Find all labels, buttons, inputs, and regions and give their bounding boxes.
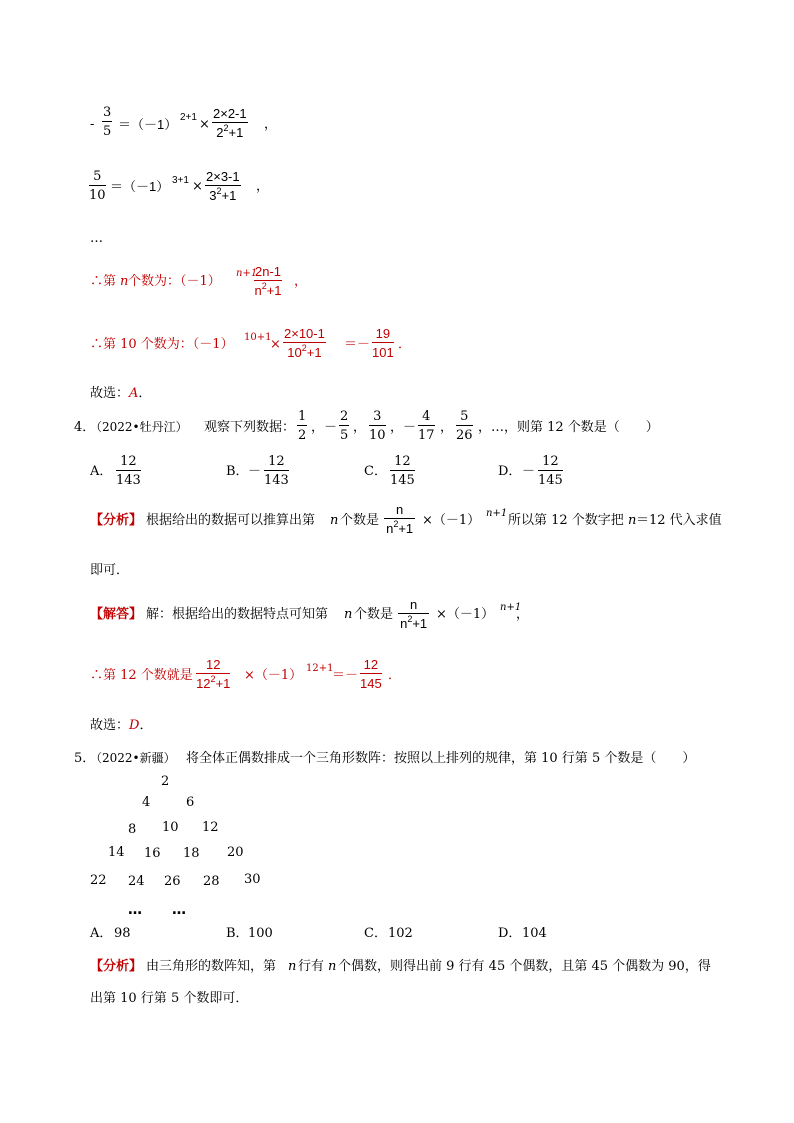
- triangle-number: 4: [142, 795, 151, 810]
- den-tail: +1: [412, 616, 428, 631]
- exponent: n+1: [486, 508, 508, 519]
- den-exp: 2: [393, 519, 399, 529]
- option-fraction: $\frac{12}{145}$: [390, 454, 415, 488]
- therefore-text: ∴第: [90, 274, 117, 289]
- triangle-number: 16: [144, 846, 161, 861]
- option-label: A．: [90, 926, 113, 941]
- option-label: A．: [90, 464, 113, 479]
- option-label: C．: [364, 464, 387, 479]
- times-sign: ×: [199, 117, 210, 132]
- equals-text: ＝（－1）: [110, 179, 170, 194]
- answer-value: A: [129, 386, 139, 401]
- times-sign: ×: [270, 337, 281, 352]
- text: 个数为：（－1）: [128, 274, 221, 289]
- option-value: 102: [388, 926, 413, 941]
- triangle-number: 8: [128, 822, 137, 837]
- comma: ，: [516, 607, 530, 622]
- question-stem: 将全体正偶数排成一个三角形数阵：按照以上排列的规律，第 10 行第 5 个数是（ ）: [186, 751, 696, 766]
- analysis-tag: 【分析】: [90, 959, 143, 974]
- analysis-text: 所以第 12 个数字把: [508, 513, 624, 528]
- triangle-number: 20: [227, 845, 244, 860]
- triangle-number: 10: [162, 820, 179, 835]
- fraction: $\frac{12}{12^2+1}$: [196, 657, 231, 691]
- ellipsis: …: [172, 902, 187, 918]
- comma: ，: [264, 117, 278, 132]
- triangle-number: 6: [186, 795, 195, 810]
- text: ×（－1）: [244, 668, 303, 683]
- fraction: $\frac{2\times 2-1}{2^2+1}$: [213, 106, 247, 140]
- den-exp: 2: [210, 674, 216, 684]
- ellipsis: …: [128, 902, 143, 918]
- fraction: $\frac{5}{10}$: [89, 169, 106, 203]
- question-stem: 观察下列数据：: [204, 420, 296, 435]
- period: ．: [398, 337, 412, 352]
- var-n: n: [120, 274, 129, 289]
- answer-line: [90, 719, 152, 732]
- sequence-fraction: $\frac{4}{17}$: [418, 409, 435, 443]
- minus-sign: －: [248, 464, 262, 479]
- fraction: $\frac{19}{101}$: [372, 326, 394, 360]
- equals-text: ＝－: [344, 337, 371, 352]
- question-number: 4．: [74, 420, 96, 435]
- option-value: 98: [114, 926, 131, 941]
- minus-sign: -: [90, 117, 95, 132]
- sequence-fraction: $\frac{3}{10}$: [369, 409, 386, 443]
- exponent: 12+1: [306, 663, 334, 674]
- option-label: B．: [226, 926, 249, 941]
- var-n: n: [288, 959, 297, 974]
- var-n: n: [628, 513, 637, 528]
- exponent: 10+1: [244, 332, 272, 343]
- separator: ，－: [390, 420, 417, 435]
- equals-text: ＝－: [332, 668, 359, 683]
- therefore-text: ∴第 10 个数为：（－1）: [90, 337, 234, 352]
- analysis-text: 即可．: [90, 563, 130, 578]
- den-base: n: [400, 616, 408, 631]
- den-tail: +1: [306, 345, 322, 360]
- analysis-text: 出第 10 行第 5 个数即可．: [90, 991, 249, 1006]
- answer-value: D: [129, 718, 140, 733]
- sequence-fraction: $\frac{1}{2}$: [298, 409, 307, 443]
- fraction: $\frac{2\times 3-1}{3^2+1}$: [206, 169, 240, 203]
- sequence-fraction: $\frac{5}{26}$: [456, 409, 473, 443]
- triangle-number: 18: [183, 846, 200, 861]
- den-base: 2: [216, 125, 224, 140]
- option-label: D．: [498, 464, 522, 479]
- fraction: $\frac{2\times 10-1}{10^2+1}$: [284, 326, 325, 360]
- triangle-number: 14: [108, 845, 125, 860]
- equals-text: ＝（－1）: [118, 117, 178, 132]
- question-source: （2022•新疆）: [90, 751, 176, 765]
- option-value: 104: [522, 926, 547, 941]
- solution-text: ×（－1）: [436, 607, 495, 622]
- analysis-text: 由三角形的数阵知，第: [146, 959, 277, 974]
- triangle-number: 26: [164, 874, 181, 889]
- analysis-text: 个数是: [340, 513, 380, 528]
- option-fraction: $\frac{12}{145}$: [538, 454, 563, 488]
- question-source: （2022•牡丹江）: [90, 420, 188, 434]
- analysis-text: ×（－1）: [422, 513, 481, 528]
- var-n: n: [328, 959, 337, 974]
- fraction: $\frac{n}{n^2+1}$: [398, 598, 429, 630]
- question-tail: ，…，则第 12 个数是（ ）: [478, 420, 659, 435]
- answer-label: 故选：: [90, 718, 130, 733]
- period: ．: [138, 386, 152, 401]
- den-base: 3: [209, 188, 217, 203]
- analysis-text: 行有: [298, 959, 325, 974]
- fraction: $\frac{n}{n^2+1}$: [384, 503, 415, 535]
- var-n: n: [344, 607, 353, 622]
- solution-text: 解：根据给出的数据特点可知第: [146, 607, 329, 622]
- fraction: $\frac{2n-1}{n^2+1}$: [254, 264, 282, 298]
- den-exp: 2: [216, 186, 222, 196]
- den-tail: +1: [266, 283, 282, 298]
- den-exp: 2: [223, 123, 229, 133]
- option-fraction: $\frac{12}{143}$: [116, 454, 141, 488]
- separator: ，－: [311, 420, 338, 435]
- analysis-tag: 【分析】: [90, 513, 143, 528]
- exponent: n+1: [236, 268, 258, 279]
- question-number: 5．: [74, 751, 96, 766]
- option-value: 100: [248, 926, 273, 941]
- answer-line: [90, 387, 151, 400]
- den-base: 12: [196, 676, 211, 691]
- den-exp: 2: [301, 343, 307, 353]
- den-exp: 2: [407, 614, 413, 624]
- exponent: 2+1: [180, 112, 197, 123]
- period: ．: [388, 668, 402, 683]
- separator: ，: [353, 420, 367, 435]
- analysis-text: 个偶数，则得出前 9 行有 45 个偶数，且第 45 个偶数为 90，得: [338, 959, 711, 974]
- times-sign: ×: [192, 179, 203, 194]
- den-tail: +1: [221, 188, 237, 203]
- option-label: B．: [226, 464, 249, 479]
- analysis-text: 根据给出的数据可以推算出第: [146, 513, 316, 528]
- den-tail: +1: [228, 125, 244, 140]
- solution-tag: 【解答】: [90, 607, 143, 622]
- den-base: n: [254, 283, 262, 298]
- var-n: n: [330, 513, 339, 528]
- comma: ，: [294, 274, 308, 289]
- den-tail: +1: [398, 521, 414, 536]
- fraction: $\frac{3}{5}$: [103, 105, 112, 139]
- ellipsis: …: [90, 231, 103, 246]
- den-exp: 2: [261, 281, 267, 291]
- exponent: n+1: [500, 602, 522, 613]
- option-label: D．: [498, 926, 522, 941]
- triangle-number: 2: [161, 774, 170, 789]
- exponent: 3+1: [172, 175, 189, 186]
- sequence-fraction: $\frac{2}{5}$: [340, 409, 349, 443]
- triangle-number: 28: [203, 874, 220, 889]
- triangle-number: 30: [244, 872, 261, 887]
- minus-sign: －: [522, 464, 536, 479]
- answer-label: 故选：: [90, 386, 130, 401]
- triangle-number: 22: [90, 873, 107, 888]
- analysis-text: ＝12 代入求值: [636, 513, 722, 528]
- comma: ，: [256, 179, 270, 194]
- fraction: $\frac{12}{145}$: [360, 657, 382, 691]
- option-label: C．: [364, 926, 387, 941]
- den-tail: +1: [215, 676, 231, 691]
- triangle-number: 24: [128, 874, 145, 889]
- solution-text: 个数是: [354, 607, 394, 622]
- den-base: n: [386, 521, 394, 536]
- period: ．: [139, 718, 153, 733]
- option-fraction: $\frac{12}{143}$: [264, 454, 289, 488]
- den-base: 10: [287, 345, 302, 360]
- separator: ，: [440, 420, 454, 435]
- therefore-text: ∴第 12 个数就是: [90, 668, 193, 683]
- triangle-number: 12: [202, 820, 219, 835]
